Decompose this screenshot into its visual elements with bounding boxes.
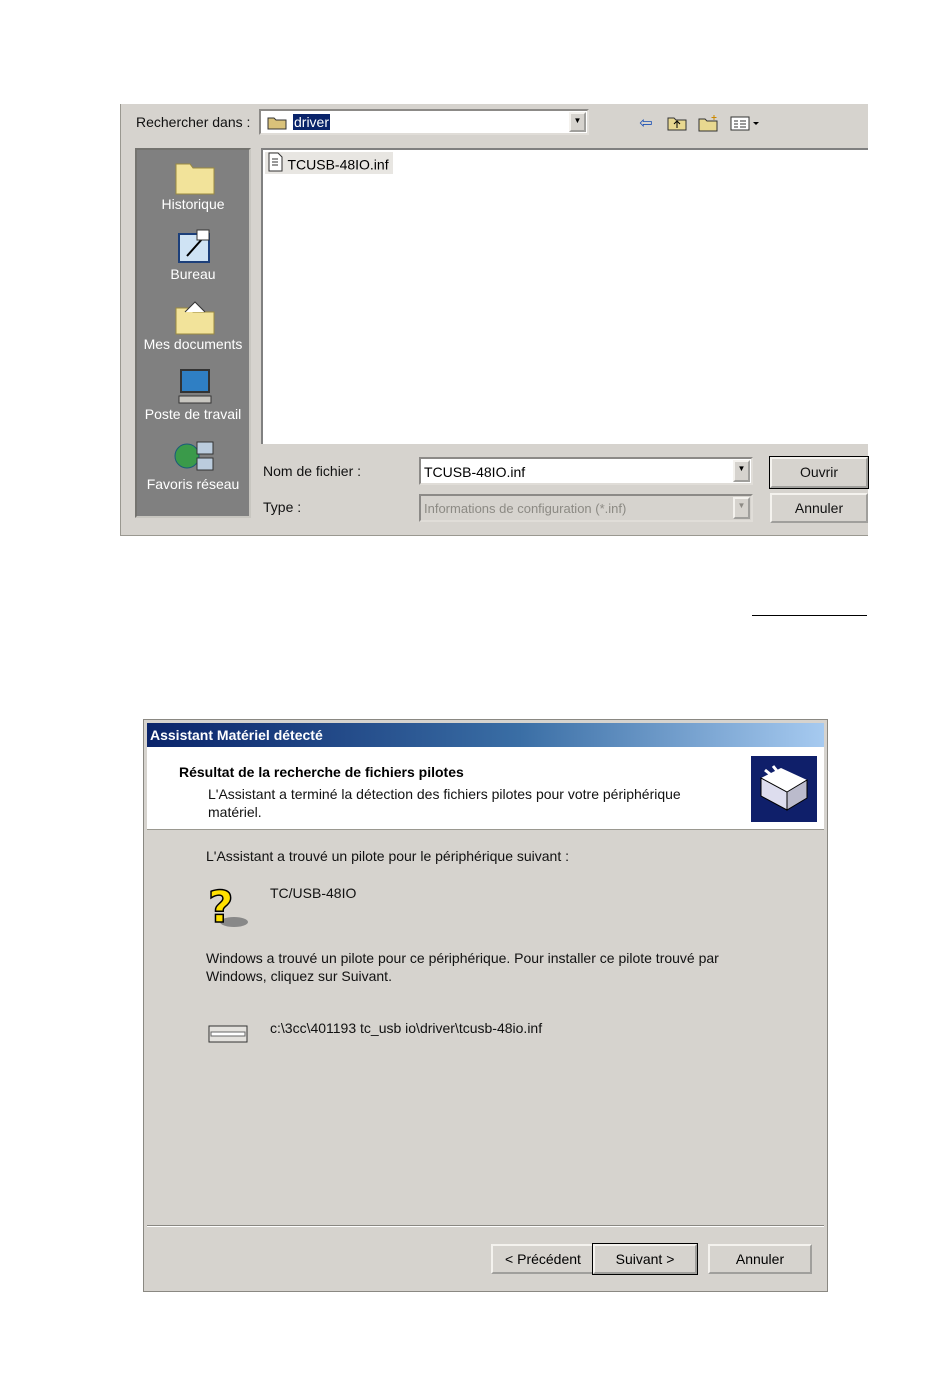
- file-list[interactable]: [261, 148, 868, 444]
- look-in-value: driver: [294, 114, 330, 130]
- view-menu-icon[interactable]: [729, 114, 761, 134]
- filename-label: Nom de fichier :: [263, 463, 362, 479]
- place-network[interactable]: [137, 438, 249, 492]
- my-computer-icon: [173, 368, 213, 404]
- unknown-device-icon: [206, 880, 252, 930]
- header-subtitle: L'Assistant a terminé la détection des fichiers pilotes pour votre périphérique matériel.: [208, 786, 681, 820]
- place-label: Bureau: [170, 266, 216, 282]
- device-name: TC/USB-48IO: [270, 885, 357, 901]
- place-history[interactable]: [137, 158, 249, 212]
- divider: [752, 615, 867, 616]
- place-label: Poste de travail: [144, 406, 242, 422]
- type-value: Informations de configuration (*.inf): [424, 501, 627, 516]
- places-bar: [135, 148, 251, 518]
- svg-text:?: ?: [208, 882, 234, 930]
- cancel-button[interactable]: Annuler: [708, 1244, 812, 1274]
- wizard-title: Assistant Matériel détecté: [150, 727, 323, 743]
- network-places-icon: [173, 438, 213, 474]
- place-label: Historique: [161, 196, 225, 212]
- look-in-label: Rechercher dans :: [136, 114, 251, 130]
- place-my-documents[interactable]: [137, 298, 249, 352]
- filename-value: TCUSB-48IO.inf: [424, 464, 526, 480]
- wizard-header: [147, 747, 824, 830]
- found-hardware-wizard: [143, 719, 828, 1292]
- driver-path: c:\3cc\401193 tc_usb io\driver\tcusb-48io.inf: [270, 1020, 543, 1036]
- folder-icon: [267, 115, 285, 128]
- new-folder-icon[interactable]: [697, 114, 719, 134]
- type-label: Type :: [263, 499, 302, 515]
- hardware-wizard-icon: [751, 756, 817, 822]
- chevron-down-icon[interactable]: ▼: [733, 460, 750, 482]
- place-desktop[interactable]: [137, 228, 249, 282]
- drive-icon: [207, 1020, 249, 1046]
- chevron-down-icon: ▼: [733, 497, 750, 519]
- open-button[interactable]: Ouvrir: [770, 457, 868, 488]
- footer-divider: [147, 1225, 824, 1227]
- chevron-down-icon[interactable]: ▼: [569, 112, 586, 132]
- header-title: Résultat de la recherche de fichiers pilotes: [179, 764, 464, 780]
- next-button[interactable]: Suivant >: [593, 1244, 697, 1274]
- open-file-dialog: [120, 104, 868, 536]
- place-label: Favoris réseau: [146, 476, 240, 492]
- up-folder-icon[interactable]: [666, 114, 688, 134]
- look-in-combo[interactable]: [259, 109, 589, 135]
- my-documents-icon: [173, 298, 213, 334]
- file-name: TCUSB-48IO.inf: [287, 156, 389, 173]
- inf-file-icon: [267, 152, 283, 177]
- desktop-icon: [173, 228, 213, 264]
- back-button[interactable]: < Précédent: [491, 1244, 595, 1274]
- place-my-computer[interactable]: [137, 368, 249, 422]
- type-select[interactable]: [419, 494, 753, 522]
- filename-field[interactable]: [419, 457, 753, 485]
- list-item[interactable]: [265, 152, 393, 174]
- found-text: L'Assistant a trouvé un pilote pour le périphérique suivant :: [206, 848, 570, 864]
- wizard-title-bar: [147, 723, 824, 747]
- history-folder-icon: [173, 158, 213, 194]
- install-text: Windows a trouvé un pilote pour ce périphérique. Pour installer ce pilote trouvé par Windows, cliquez sur Suivant.: [206, 950, 719, 984]
- place-label: Mes documents: [143, 336, 243, 352]
- back-arrow-icon[interactable]: ⇦: [639, 115, 653, 132]
- cancel-button[interactable]: Annuler: [770, 493, 868, 523]
